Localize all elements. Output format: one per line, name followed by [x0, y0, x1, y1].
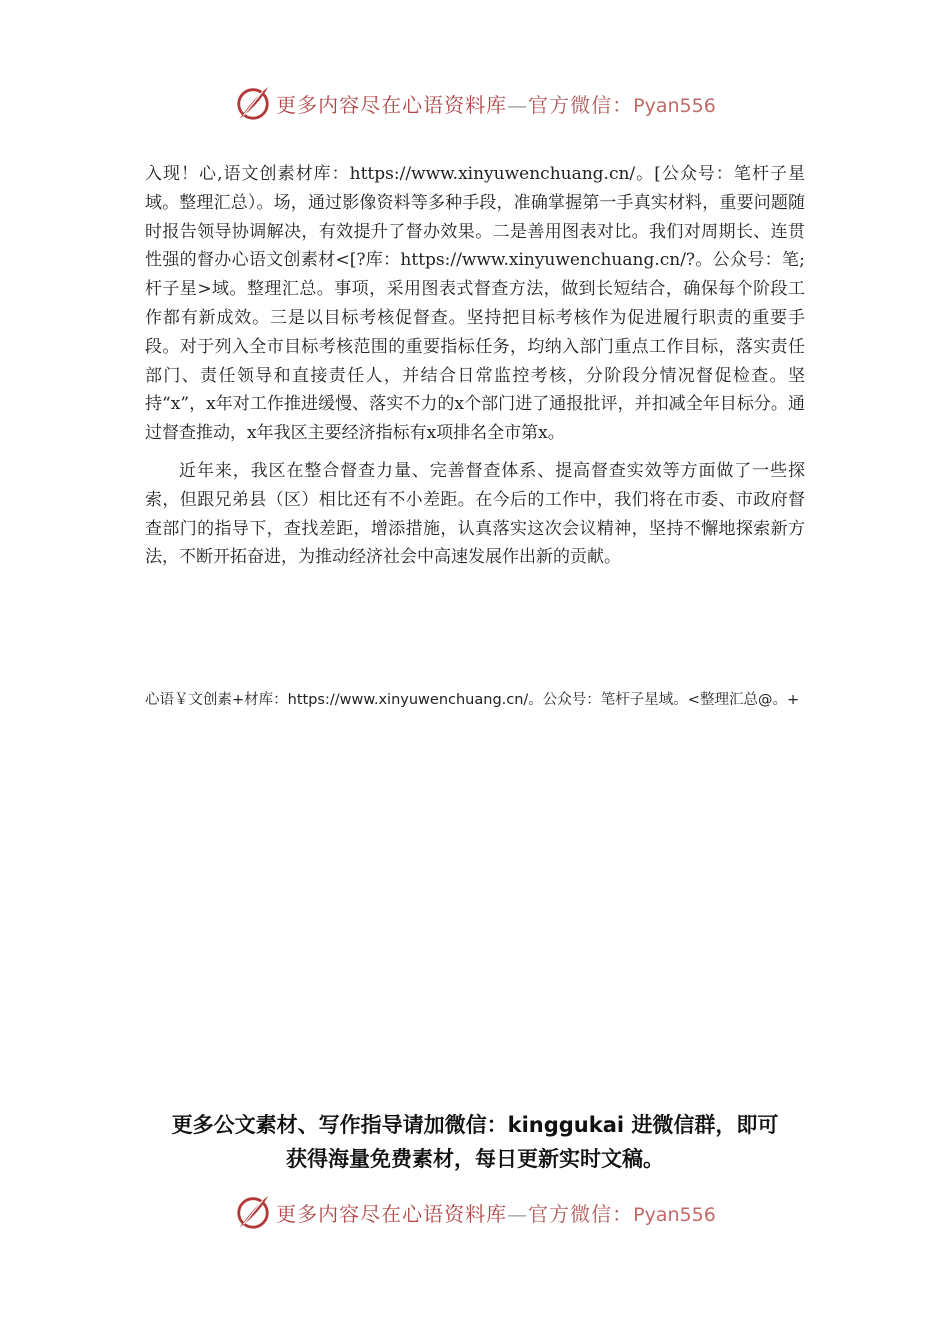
banner-brand: 更多内容尽在心语资料库 [276, 92, 508, 117]
quill-logo-icon [234, 84, 272, 122]
banner-label: 官方微信： [528, 1201, 634, 1226]
promo-line-1: 更多公文素材、写作指导请加微信：kinggukai 进微信群，即可 [171, 1113, 779, 1137]
banner-dash: — [507, 92, 529, 117]
footer-banner [0, 1193, 950, 1231]
banner-brand: 更多内容尽在心语资料库 [276, 1201, 508, 1226]
body-paragraph-1: 入现！心,语文创素材库：https://www.xinyuwenchuang.cn/。[公众号：笔杆子星域。整理汇总）。场，通过影像资料等多种手段，准确掌握第一手真实材料，重要问题随时报告领导协调解决，有效提升了督办效果。二是善用图表对比。我们对周期长、连贯性强的督办心语文创素材<[?库：https://www.xinyuwenchuang.cn/?。公众号：笔;杆子星>域。整理汇总。事项，采用图表式督查方法，做到长短结合，确保每个阶段工作都有新成效。三是以目标考核促督查。坚持把目标考核作为促进履行职责的重要手段。对于列入全市目标考核范围的重要指标任务，均纳入部门重点工作目标，落实责任部门、责任领导和直接责任人，并结合日常监控考核，分阶段分情况督促检查。坚持“x”，x年对工作推进缓慢、落实不力的x个部门进了通报批评，并扣减全年目标分。通过督查推动，x年我区主要经济指标有x项排名全市第x。 [145, 164, 805, 444]
banner-label: 官方微信： [528, 92, 634, 117]
body-paragraph-2: 近年来，我区在整合督查力量、完善督查体系、提高督查实效等方面做了一些探索，但跟兄弟县（区）相比还有不小差距。在今后的工作中，我们将在市委、市政府督查部门的指导下，查找差距，增添措施，认真落实这次会议精神，坚持不懈地探索新方法，不断开拓奋进，为推动经济社会中高速发展作出新的贡献。 [145, 460, 805, 568]
document-body [145, 160, 805, 581]
banner-wechat-id: Pyan556 [633, 1203, 716, 1226]
promo-block [0, 1108, 950, 1176]
promo-line-2: 获得海量免费素材，每日更新实时文稿。 [286, 1147, 664, 1171]
banner-dash: — [507, 1201, 529, 1226]
banner-wechat-id: Pyan556 [633, 94, 716, 117]
quill-logo-icon [234, 1193, 272, 1231]
header-banner-text [276, 89, 716, 118]
header-banner [0, 84, 950, 122]
source-footnote: 心语￥文创素+材库：https://www.xinyuwenchuang.cn/。公众号：笔杆子星域。<整理汇总@。+ [145, 692, 800, 708]
footer-banner-text [276, 1198, 716, 1227]
